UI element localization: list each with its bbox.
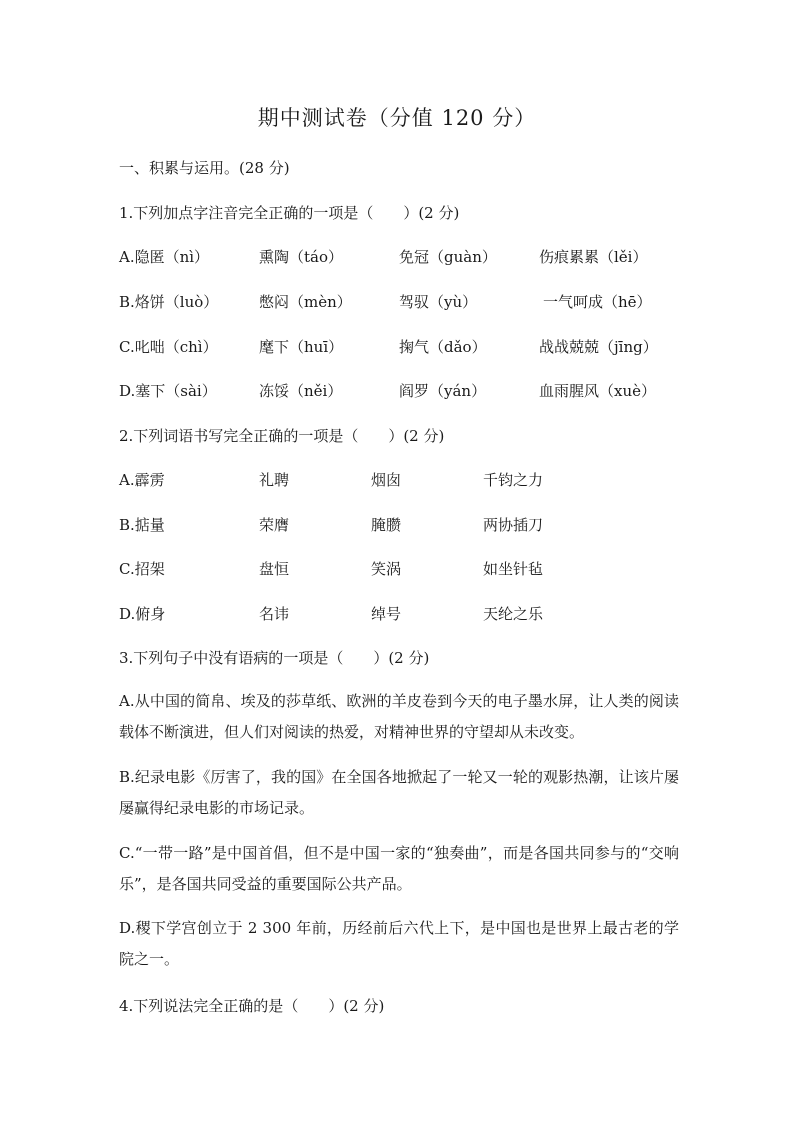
question-1-stem: 1.下列加点字注音完全正确的一项是（ ）(2 分) <box>119 204 460 222</box>
q3-option-d: D.稷下学宫创立于 2 300 年前，历经前后六代上下，是中国也是世界上最古老的学院之一。 <box>119 919 679 968</box>
option-cell: A.霹雳 <box>119 471 165 489</box>
q3-option-b: B.纪录电影《厉害了，我的国》在全国各地掀起了一轮又一轮的观影热潮，让该片屡屡赢得纪录电影的市场记录。 <box>119 768 679 817</box>
page-title: 期中测试卷（分值 120 分） <box>257 106 537 130</box>
option-cell: 熏陶（táo） <box>259 248 344 266</box>
option-cell: 礼聘 <box>259 471 290 489</box>
q2-option-row-c <box>119 558 679 578</box>
option-cell: 如坐针毡 <box>483 560 544 578</box>
option-cell: 阎罗（yán） <box>399 382 487 400</box>
option-cell: 天纶之乐 <box>483 605 544 623</box>
q1-option-row-c <box>119 336 679 356</box>
option-cell: 名讳 <box>259 605 290 623</box>
option-cell: 麾下（huī） <box>259 338 344 356</box>
option-cell: 伤痕累累（lěi） <box>539 248 648 266</box>
option-cell: 一气呵成（hē） <box>543 293 652 311</box>
option-cell: 冻馁（něi） <box>259 382 343 400</box>
option-cell: B.烙饼（luò） <box>119 293 219 311</box>
option-cell: 绰号 <box>371 605 402 623</box>
option-cell: C.叱咄（chì） <box>119 338 218 356</box>
option-cell: 战战兢兢（jīng） <box>539 338 658 356</box>
option-cell: C.招架 <box>119 560 165 578</box>
option-cell: 血雨腥风（xuè） <box>539 382 656 400</box>
q1-option-row-d <box>119 380 679 400</box>
option-cell: 笑涡 <box>371 560 402 578</box>
option-cell: 千钧之力 <box>483 471 544 489</box>
option-cell: D.塞下（sài） <box>119 382 217 400</box>
question-3-stem: 3.下列句子中没有语病的一项是（ ）(2 分) <box>119 649 430 667</box>
option-cell: 腌臜 <box>371 516 402 534</box>
option-cell: 憋闷（mèn） <box>259 293 352 311</box>
option-cell: 驾驭（yù） <box>399 293 478 311</box>
option-cell: 烟囱 <box>371 471 402 489</box>
q1-option-row-a <box>119 246 679 266</box>
section-heading: 一、积累与运用。(28 分) <box>119 159 290 177</box>
option-cell: D.俯身 <box>119 605 166 623</box>
option-cell: 掬气（dǎo） <box>399 338 487 356</box>
option-cell: B.掂量 <box>119 516 165 534</box>
q1-option-row-b <box>119 291 679 311</box>
option-cell: A.隐匿（nì） <box>119 248 210 266</box>
q3-option-a: A.从中国的简帛、埃及的莎草纸、欧洲的羊皮卷到今天的电子墨水屏，让人类的阅读载体不断演进，但人们对阅读的热爱，对精神世界的守望却从未改变。 <box>119 692 679 741</box>
q2-option-row-d <box>119 603 679 623</box>
option-cell: 两协插刀 <box>483 516 544 534</box>
question-2-stem: 2.下列词语书写完全正确的一项是（ ）(2 分) <box>119 427 445 445</box>
question-4-stem: 4.下列说法完全正确的是（ ）(2 分) <box>119 997 385 1015</box>
q2-option-row-b <box>119 514 679 534</box>
q3-option-c: C.“一带一路”是中国首倡，但不是中国一家的“独奏曲”，而是各国共同参与的“交响乐”，是各国共同受益的重要国际公共产品。 <box>119 844 679 893</box>
q2-option-row-a <box>119 469 679 489</box>
option-cell: 荣膺 <box>259 516 290 534</box>
option-cell: 盘恒 <box>259 560 290 578</box>
option-cell: 免冠（guàn） <box>399 248 497 266</box>
